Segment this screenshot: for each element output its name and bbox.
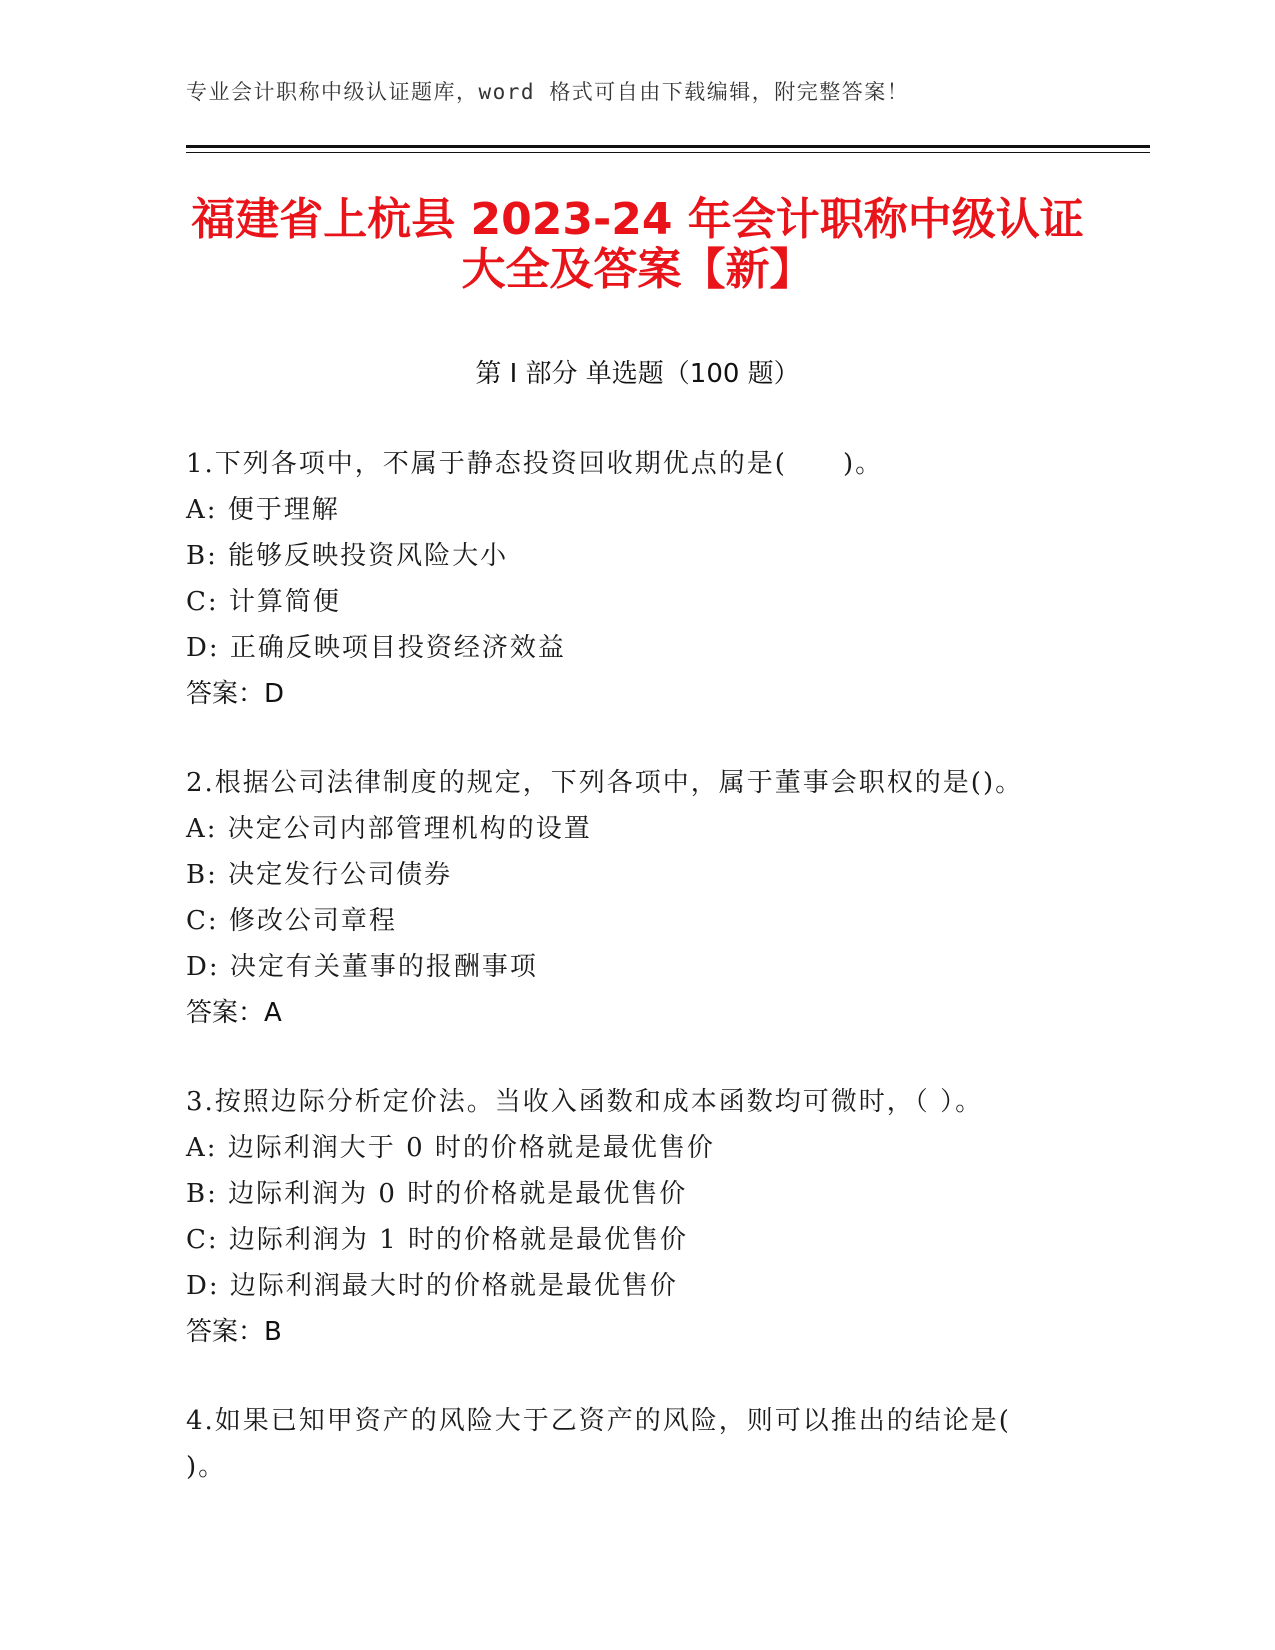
- title-line-1: 福建省上杭县 2023-24 年会计职称中级认证: [191, 194, 1084, 245]
- option-c: C: 边际利润为 1 时的价格就是最优售价: [186, 1225, 688, 1255]
- question-2: [186, 760, 1066, 1036]
- answer: 答案：B: [186, 1317, 282, 1347]
- header-divider-thick: [186, 145, 1150, 148]
- question-stem: 2.根据公司法律制度的规定，下列各项中，属于董事会职权的是()。: [186, 768, 1024, 798]
- option-c: C: 计算简便: [186, 587, 341, 617]
- question-list: [186, 441, 1066, 1533]
- answer: 答案：A: [186, 998, 282, 1028]
- header-note: 专业会计职称中级认证题库，word 格式可自由下载编辑，附完整答案！: [186, 80, 910, 104]
- question-1: [186, 441, 1066, 717]
- title-line-2: 大全及答案【新】: [461, 244, 814, 295]
- option-d: D: 决定有关董事的报酬事项: [186, 952, 538, 982]
- question-stem: 3.按照边际分析定价法。当收入函数和成本函数均可微时，（ ）。: [186, 1087, 984, 1117]
- header-divider-thin: [186, 152, 1150, 153]
- option-b: B: 能够反映投资风险大小: [186, 541, 509, 571]
- question-4: [186, 1398, 1066, 1490]
- section-heading: 第 I 部分 单选题（100 题）: [475, 359, 800, 389]
- question-stem-line-1: 4.如果已知甲资产的风险大于乙资产的风险，则可以推出的结论是(: [186, 1406, 1011, 1436]
- answer: 答案：D: [186, 679, 285, 709]
- question-3: [186, 1079, 1066, 1355]
- document-title: [150, 195, 1125, 295]
- option-a: A: 便于理解: [186, 495, 340, 525]
- option-a: A: 边际利润大于 0 时的价格就是最优售价: [186, 1133, 715, 1163]
- option-b: B: 边际利润为 0 时的价格就是最优售价: [186, 1179, 688, 1209]
- option-c: C: 修改公司章程: [186, 906, 397, 936]
- question-stem: 1.下列各项中，不属于静态投资回收期优点的是( )。: [186, 449, 884, 479]
- option-d: D: 边际利润最大时的价格就是最优售价: [186, 1271, 678, 1301]
- option-a: A: 决定公司内部管理机构的设置: [186, 814, 592, 844]
- option-b: B: 决定发行公司债券: [186, 860, 453, 890]
- question-stem-line-2: )。: [186, 1452, 227, 1482]
- option-d: D: 正确反映项目投资经济效益: [186, 633, 566, 663]
